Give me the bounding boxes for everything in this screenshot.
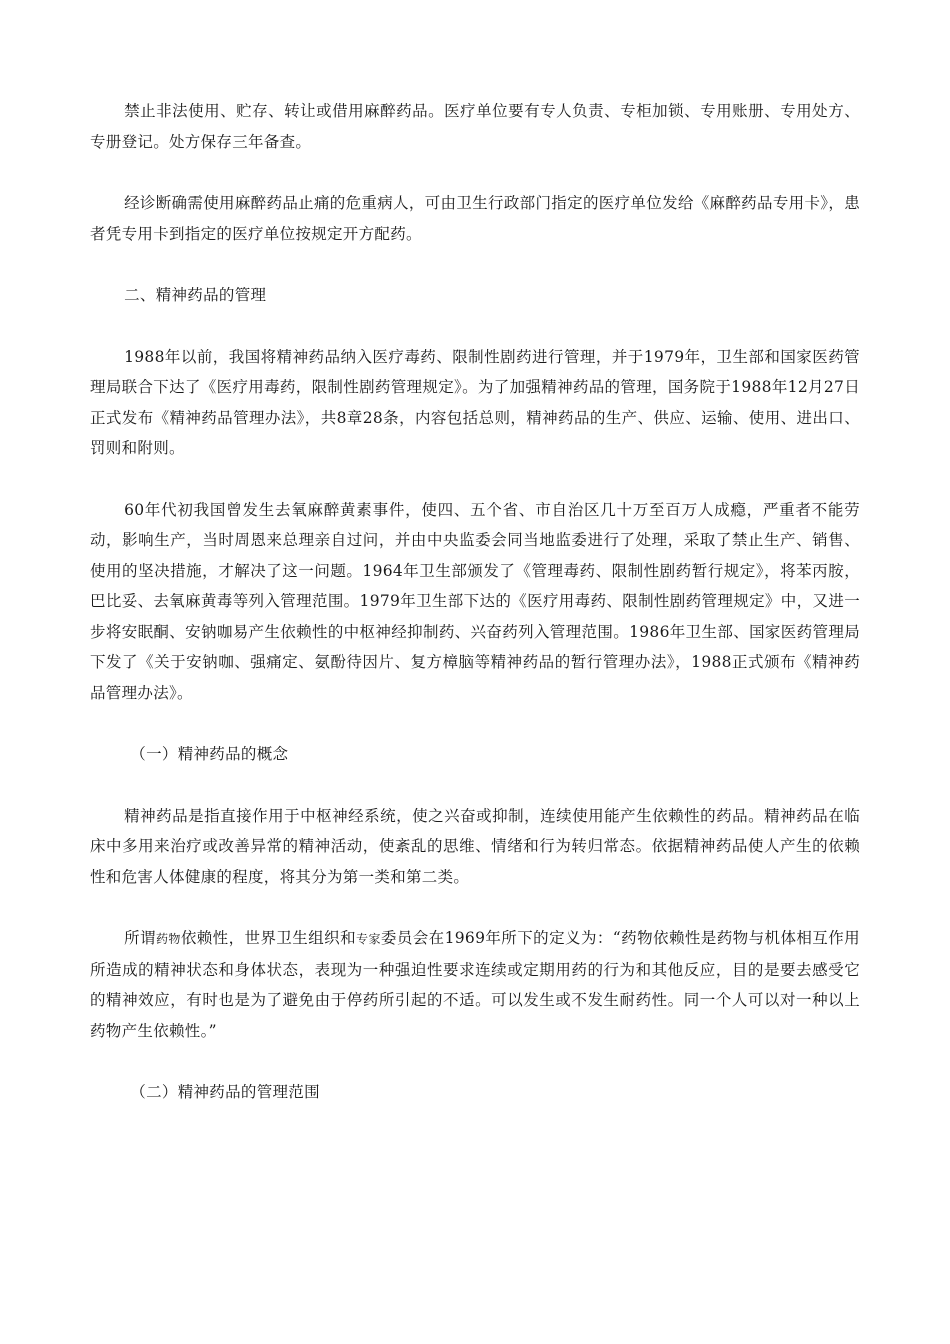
section-heading-psychotropic-management: 二、精神药品的管理 bbox=[124, 286, 267, 304]
subheading-management-scope: （二）精神药品的管理范围 bbox=[130, 1083, 320, 1101]
dependence-text-2: 依赖性，世界卫生组织和 bbox=[180, 929, 357, 947]
paragraph-history-1988: 1988年以前，我国将精神药品纳入医疗毒药、限制性剧药进行管理，并于1979年，卫生部和国家医药管理局联合下达了《医疗用毒药，限制性剧药管理规定》。为了加强精神药品的管理，国务院于1988年12月27日正式发布《精神药品管理办法》，共8章28条，内容包括总则，精神药品的生产、供应、运输、使用、进出口、罚则和附则。 bbox=[90, 347, 860, 457]
paragraph-special-card: 经诊断确需使用麻醉药品止痛的危重病人，可由卫生行政部门指定的医疗单位发给《麻醉药品专用卡》，患者凭专用卡到指定的医疗单位按规定开方配药。 bbox=[90, 194, 860, 243]
dependence-small-text-1: 药物 bbox=[155, 932, 181, 946]
paragraph-prohibition: 禁止非法使用、贮存、转让或借用麻醉药品。医疗单位要有专人负责、专柜加锁、专用账册、专用处方、专册登记。处方保存三年备查。 bbox=[90, 102, 860, 151]
paragraph-concept-definition: 精神药品是指直接作用于中枢神经系统，使之兴奋或抑制，连续使用能产生依赖性的药品。精神药品在临床中多用来治疗或改善异常的精神活动，使紊乱的思维、情绪和行为转归常态。依据精神药品使人产生的依赖性和危害人体健康的程度，将其分为第一类和第二类。 bbox=[90, 806, 860, 886]
paragraph-dependence-definition bbox=[90, 923, 860, 1046]
paragraph-history-1960s: 60年代初我国曾发生去氧麻醉黄素事件，使四、五个省、市自治区几十万至百万人成瘾，严重者不能劳动，影响生产，当时周恩来总理亲自过问，并由中央监委会同当地监委进行了处理，采取了禁止生产、销售、使用的坚决措施，才解决了这一问题。1964年卫生部颁发了《管理毒药、限制性剧药暂行规定》，将苯丙胺，巴比妥、去氧麻黄毒等列入管理范围。1979年卫生部下达的《医疗用毒药、限制性剧药管理规定》中，又进一步将安眠酮、安钠咖易产生依赖性的中枢神经抑制药、兴奋药列入管理范围。1986年卫生部、国家医药管理局下发了《关于安钠咖、强痛定、氨酚待因片、复方樟脑等精神药品的暂行管理办法》，1988正式颁布《精神药品管理办法》。 bbox=[90, 500, 860, 702]
subheading-concept: （一）精神药品的概念 bbox=[130, 745, 289, 763]
document-body bbox=[90, 96, 860, 1139]
dependence-text-3: 委员会在1969年所下的定义为：“药物依赖性是药物与机体相互作用所造成的精神状态和身体状态，表现为一种强迫性要求连续或定期用药的行为和其他反应，目的是要去感受它的精神效应，有时也是为了避免由于停药所引起的不适。可以发生或不发生耐药性。同一个人可以对一种以上药物产生依赖性。” bbox=[90, 929, 860, 1040]
dependence-small-text-2: 专家 bbox=[356, 932, 381, 946]
dependence-text-1: 所谓 bbox=[124, 929, 156, 947]
